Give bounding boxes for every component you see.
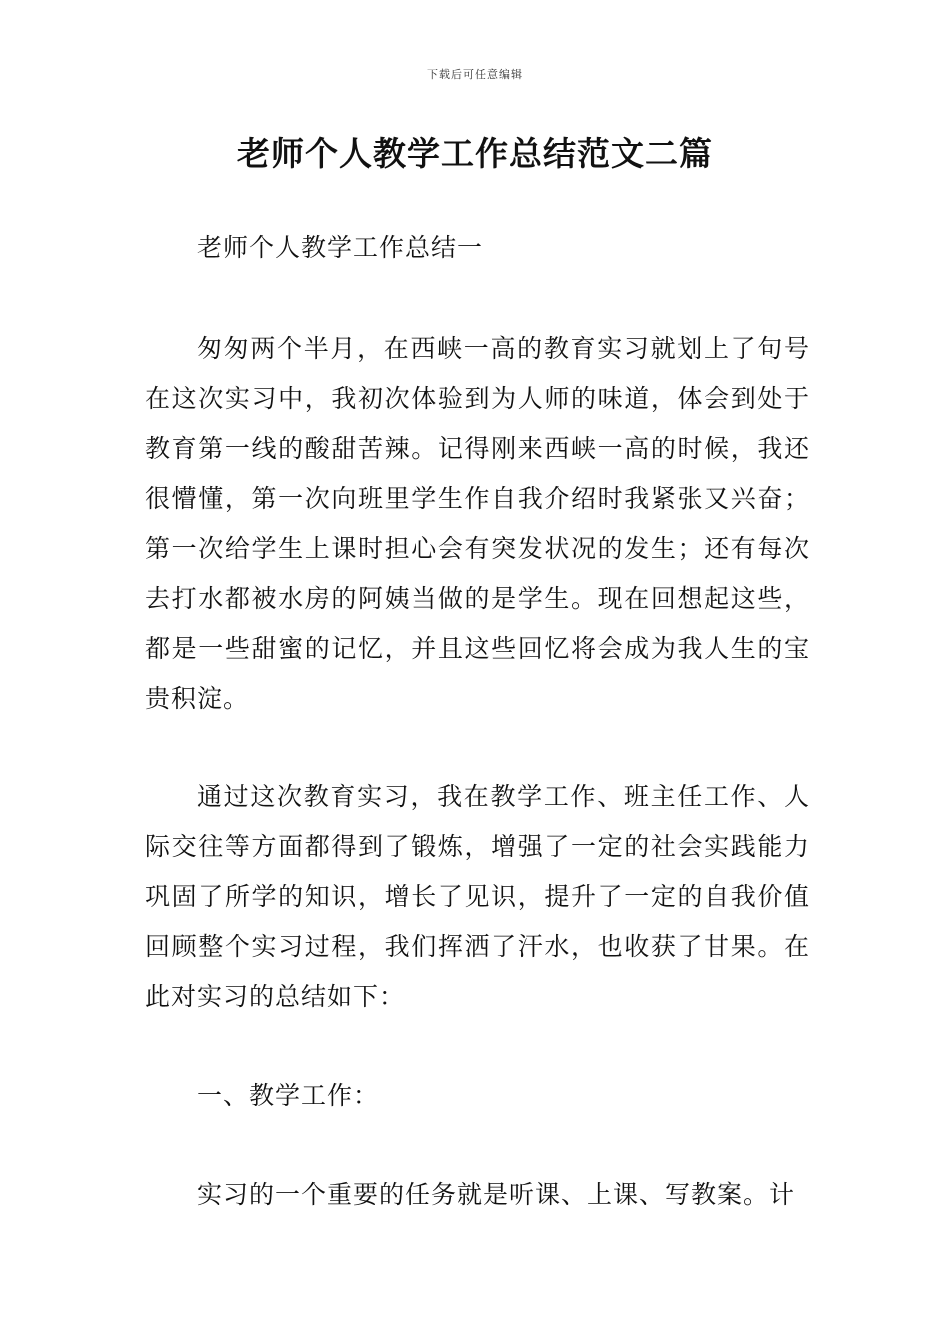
section-subtitle: 老师个人教学工作总结一 bbox=[197, 233, 484, 262]
paragraph-1: 匆匆两个半月，在西峡一高的教育实习就划上了句号在这次实习中，我初次体验到为人师的味道，体会到处于教育第一线的酸甜苦辣。记得刚来西峡一高的时候，我还很懵懂，第一次向班里学生作自我介绍时我紧张又兴奋；第一次给学生上课时担心会有突发状况的发生；还有每次去打水都被水房的阿姨当做的是学生。现在回想起这些，都是一些甜蜜的记忆，并且这些回忆将会成为我人生的宝贵积淀。 bbox=[145, 334, 810, 713]
document-title: 老师个人教学工作总结范文二篇 bbox=[237, 134, 713, 173]
paragraph-2: 通过这次教育实习，我在教学工作、班主任工作、人际交往等方面都得到了锻炼，增强了一定的社会实践能力巩固了所学的知识，增长了见识，提升了一定的自我价值回顾整个实习过程，我们挥洒了汗水，也收获了甘果。在此对实习的总结如下： bbox=[145, 782, 810, 1011]
header-note: 下载后可任意编辑 bbox=[427, 68, 523, 81]
section-heading-teaching: 一、教学工作： bbox=[197, 1081, 380, 1110]
paragraph-3: 实习的一个重要的任务就是听课、上课、写教案。计 bbox=[197, 1180, 796, 1209]
